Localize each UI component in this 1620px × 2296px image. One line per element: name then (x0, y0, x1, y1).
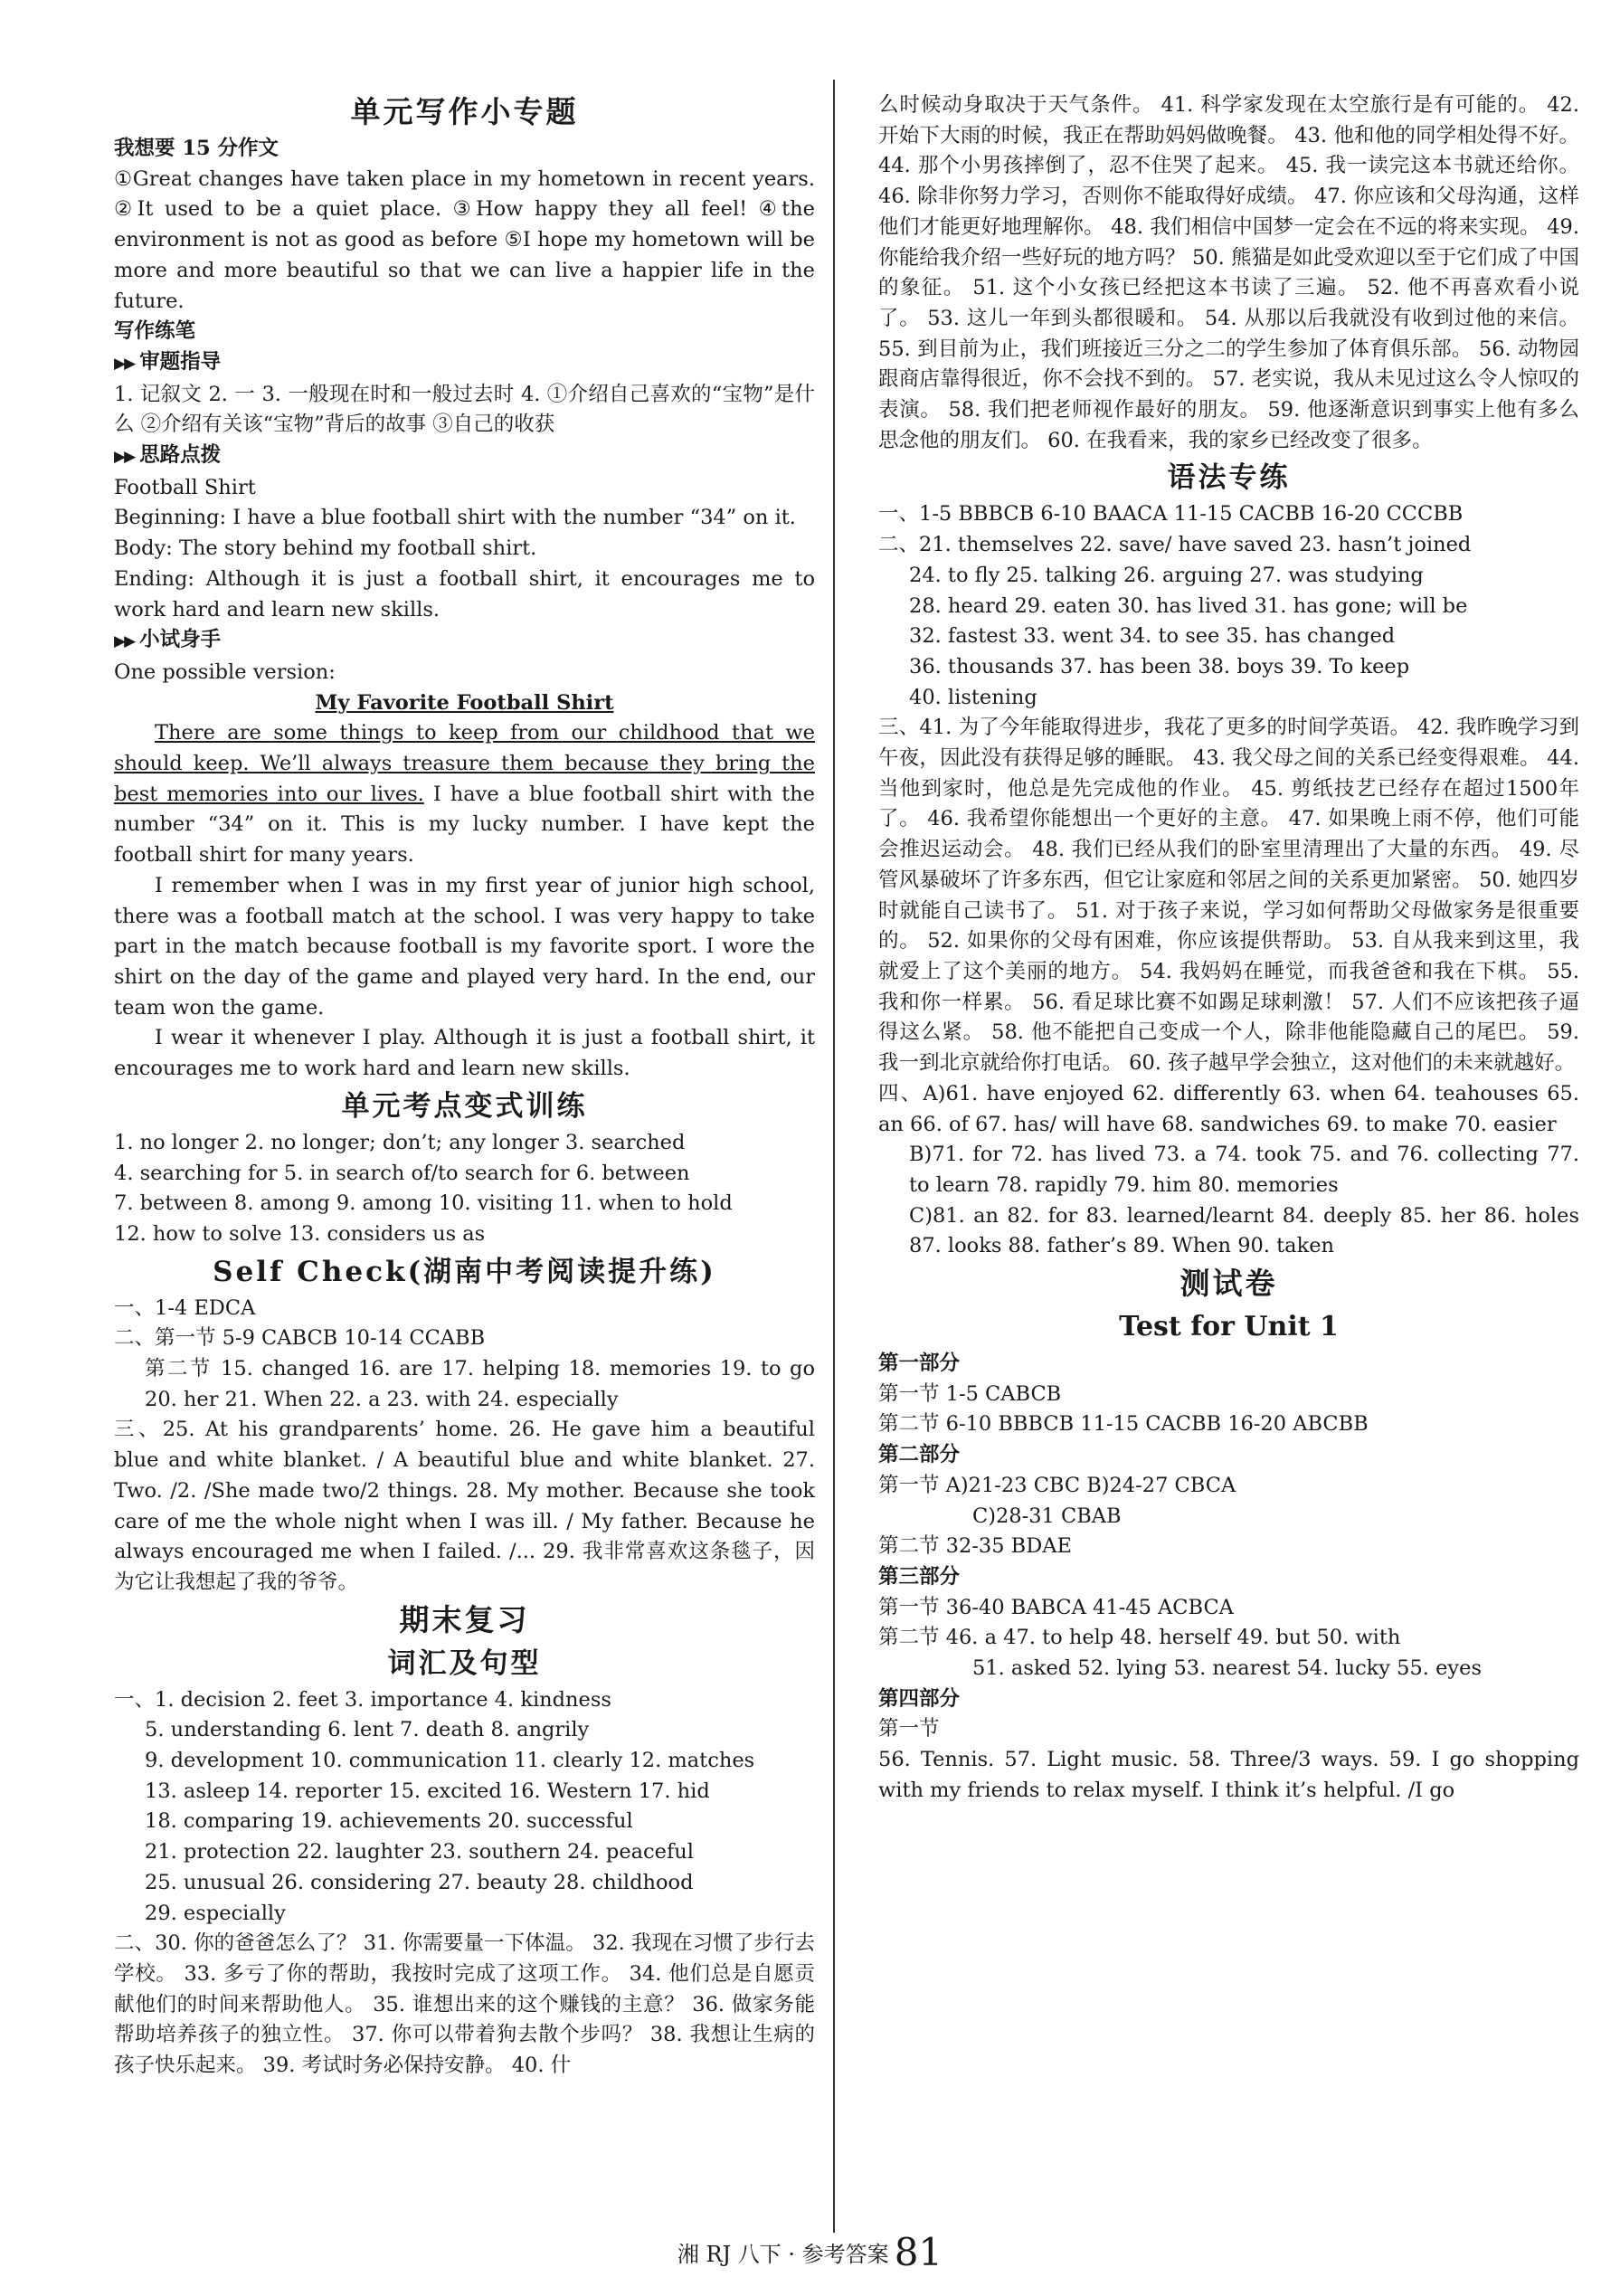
vocab-line: 一、1. decision 2. feet 3. importance 4. kindness (114, 1687, 611, 1712)
essay-paragraph-3: I wear it whenever I play. Although it is just a football shirt, it encourages me to work hard and learn new skills. (114, 1026, 815, 1081)
section-title-vocab: 词汇及句型 (387, 1646, 542, 1680)
essay-paragraph-1: There are some things to keep from our childhood that we should keep. We’ll always treasure them because they bring the best memories into our lives. I have a blue football shirt with the number “34” on it. This is my lucky number. I have kept the football shirt for many years. (114, 721, 815, 868)
essay-paragraph-2: I remember when I was in my first year of junior high school, there was a football match at the school. I was very happy to take part in the match because football is my favorite sport. I wore the shirt on the day of the game and played very hard. In the end, our team won the game. (114, 873, 815, 1020)
idea-line: Football Shirt (114, 475, 256, 499)
grammar-part3: 三、41. 为了今年能取得进步，我花了更多的时间学英语。 42. 我昨晚学习到午夜，因此没有获得足够的睡眠。 43. 我父母之间的关系已经变得艰难。 44. 当他到家时，他总是先完成他的作业。 45. 剪纸技艺已经存在超过1500年了。 46. 我希望你能想出一个更好的主意。 47. 如果晚上雨不停，他们可能会推迟运动会。 48. 我们已经从我们的卧室里清理出了大量的东西。 49. 尽管风暴破坏了许多东西，但它让家庭和邻居之间的关系更加紧密。 50. 她四岁时就能自己读书了。 51. 对于孩子来说，学习如何帮助父母做家务是很重要的。 52. 如果你的父母有困难，你应该提供帮助。 53. 自从我来到这里，我就爱上了这个美丽的地方。 54. 我妈妈在睡觉，而我爸爸和我在下棋。 55. 我和你一样累。 56. 看足球比赛不如踢足球刺激！ 57. 人们不应该把孩子逼得这么紧。 58. 他不能把自己变成一个人，除非他能隐藏自己的尾巴。 59. 我一到北京就给你打电话。 60. 孩子越早学会独立，这对他们的未来就越好。 (878, 716, 1579, 1076)
left-column (114, 90, 815, 2189)
section-title-grammar: 语法专练 (1167, 461, 1291, 495)
grammar-line: 二、21. themselves 22. save/ have saved 23. hasn’t joined (878, 533, 1472, 557)
section-title-selfcheck: Self Check(湖南中考阅读提升练) (213, 1255, 716, 1288)
double-triangle-icon: ▶▶ (114, 632, 135, 651)
column-divider (833, 80, 835, 2233)
variant-line: 12. how to solve 13. considers us as (114, 1221, 486, 1246)
test-line: 第二部分 (878, 1443, 961, 1467)
section-title-writing: 单元写作小专题 (350, 94, 579, 129)
idea-line: Ending: Although it is just a football shirt, it encourages me to work hard and learn new skills. (114, 566, 815, 621)
test-line: 第一节 (878, 1717, 940, 1741)
double-triangle-icon: ▶▶ (114, 448, 135, 467)
section-title-final: 期末复习 (399, 1601, 530, 1637)
test-last-text: 56. Tennis. 57. Light music. 58. Three/3 ways. 59. I go shopping with my friends to relax myself. I think it’s helpful. /I go (878, 1748, 1579, 1802)
footer-label: 湘 RJ 八下 · 参考答案 (677, 2242, 889, 2267)
test-line: 第一节 A)21-23 CBC B)24-27 CBCA (878, 1473, 1236, 1497)
vocab-line: 13. asleep 14. reporter 15. excited 16. Western 17. hid (145, 1779, 710, 1803)
grammar-part4a: 四、A)61. have enjoyed 62. differently 63. when 64. teahouses 65. an 66. of 67. has/ will have 68. sandwiches 69. to make 70. easier (878, 1081, 1579, 1136)
test-line: 第四部分 (878, 1686, 961, 1711)
right-column (878, 90, 1579, 2262)
test-line: C)28-31 CBAB (972, 1504, 1122, 1528)
grammar-part4b: B)71. for 72. has lived 73. a 74. took 75. and 76. collecting 77. to learn 78. rapidly 79. him 80. memories (909, 1143, 1579, 1197)
variant-line: 1. no longer 2. no longer; don’t; any longer 3. searched (114, 1130, 686, 1154)
guide-text: 1. 记叙文 2. 一 3. 一般现在时和一般过去时 4. ①介绍自己喜欢的“宝物”是什么 ②介绍有关该“宝物”背后的故事 ③自己的收获 (114, 382, 815, 437)
idea-line: Beginning: I have a blue football shirt with the number “34” on it. (114, 506, 796, 530)
grammar-line: 36. thousands 37. has been 38. boys 39. To keep (909, 654, 1410, 678)
vocab-line: 9. development 10. communication 11. clearly 12. matches (145, 1749, 755, 1773)
grammar-line: 24. to fly 25. talking 26. arguing 27. was studying (909, 563, 1424, 587)
idea-heading: ▶▶ 思路点拨 (114, 443, 222, 468)
section-title-variant: 单元考点变式训练 (341, 1089, 588, 1123)
test-line: 第一部分 (878, 1352, 961, 1376)
selfcheck-part3: 三、25. At his grandparents’ home. 26. He gave him a beautiful blue and white blanket. / A beautiful blue and white blanket. 27. Two. /2. /She made two/2 things. 28. My mother. Because she took care of me the whole night when I was ill. / My father. Because he always encouraged me when I failed. /... 29. 我非常喜欢这条毯子，因为它让我想起了我的爷爷。 (114, 1418, 815, 1594)
test-unit-title: Test for Unit 1 (1119, 1311, 1339, 1343)
selfcheck-line: 二、第一节 5-9 CABCB 10-14 CCABB (114, 1326, 486, 1351)
vocab-line: 5. understanding 6. lent 7. death 8. angrily (145, 1718, 590, 1742)
test-line: 第三部分 (878, 1564, 961, 1589)
page-footer (0, 2230, 1620, 2274)
want15-text: ①Great changes have taken place in my hometown in recent years. ②It used to be a quiet place. ③How happy they all feel! ④the environment is not as good as before ⑤I hope my hometown will be more and more beautiful so that we can live a happier life in the future. (114, 166, 815, 313)
test-line: 第一节 36-40 BABCA 41-45 ACBCA (878, 1595, 1234, 1619)
vocab-part2-continued: 么时候动身取决于天气条件。 41. 科学家发现在太空旅行是有可能的。 42. 开始下大雨的时候，我正在帮助妈妈做晚餐。 43. 他和他的同学相处得不好。 44. 那个小男孩摔倒了，忍不住哭了起来。 45. 我一读完这本书就还给你。 46. 除非你努力学习，否则你不能取得好成绩。 47. 你应该和父母沟通，这样他们才能更好地理解你。 48. 我们相信中国梦一定会在不远的将来实现。 49. 你能给我介绍一些好玩的地方吗？ 50. 熊猫是如此受欢迎以至于它们成了中国的象征。 51. 这个小女孩已经把这本书读了三遍。 52. 他不再喜欢看小说了。 53. 这儿一年到头都很暖和。 54. 从那以后我就没有收到过他的来信。 55. 到目前为止，我们班接近三分之二的学生参加了体育俱乐部。 56. 动物园跟商店靠得很近，你不会找不到的。 57. 老实说，我从未见过这么令人惊叹的表演。 58. 我们把老师视作最好的朋友。 59. 他逐渐意识到事实上他有多么思念他的朋友们。 60. 在我看来，我的家乡已经改变了很多。 (878, 93, 1579, 452)
test-line: 第二节 46. a 47. to help 48. herself 49. but 50. with (878, 1626, 1401, 1650)
selfcheck-line: 一、1-4 EDCA (114, 1295, 256, 1320)
guide-heading: ▶▶ 审题指导 (114, 349, 222, 374)
vocab-line: 18. comparing 19. achievements 20. successful (145, 1809, 633, 1834)
selfcheck-section2: 第二节 15. changed 16. are 17. helping 18. memories 19. to go 20. her 21. When 22. a 23. with 24. especially (145, 1357, 815, 1411)
vocab-part2: 二、30. 你的爸爸怎么了？ 31. 你需要量一下体温。 32. 我现在习惯了步行去学校。 33. 多亏了你的帮助，我按时完成了这项工作。 34. 他们总是自愿贡献他们的时间来帮助他人。 35. 谁想出来的这个赚钱的主意？ 36. 做家务能帮助培养孩子的独立性。 37. 你可以带着狗去散个步吗？ 38. 我想让生病的孩子快乐起来。 39. 考试时务必保持安静。 40. 什 (114, 1931, 815, 2078)
practice-heading: 写作练笔 (114, 319, 196, 344)
vocab-line: 21. protection 22. laughter 23. southern 24. peaceful (145, 1840, 694, 1864)
section-title-test: 测试卷 (1179, 1266, 1278, 1302)
grammar-part1: 一、1-5 BBBCB 6-10 BAACA 11-15 CACBB 16-20 CCCBB (878, 502, 1464, 527)
grammar-part4c: C)81. an 82. for 83. learned/learnt 84. deeply 85. her 86. holes 87. looks 88. father’s 89. When 90. taken (909, 1203, 1579, 1258)
test-line: 第二节 32-35 BDAE (878, 1534, 1072, 1559)
vocab-line: 29. especially (145, 1901, 286, 1925)
want15-heading: 我想要 15 分作文 (114, 137, 279, 160)
page-number: 81 (894, 2230, 943, 2274)
test-line: 51. asked 52. lying 53. nearest 54. lucky 55. eyes (972, 1656, 1482, 1681)
test-line: 第一节 1-5 CABCB (878, 1381, 1062, 1406)
grammar-line: 32. fastest 33. went 34. to see 35. has changed (909, 624, 1396, 649)
grammar-line: 40. listening (909, 685, 1037, 709)
one-possible-version: One possible version: (114, 659, 336, 684)
vocab-line: 25. unusual 26. considering 27. beauty 28. childhood (145, 1870, 694, 1894)
idea-line: Body: The story behind my football shirt. (114, 536, 537, 561)
test-line: 第二节 6-10 BBBCB 11-15 CACBB 16-20 ABCBB (878, 1412, 1369, 1437)
variant-line: 7. between 8. among 9. among 10. visiting 11. when to hold (114, 1191, 733, 1216)
essay-underlined-sentence: There are some things to keep from our childhood that we should keep. We’ll always treasure them because they bring the best memories into our lives. (114, 721, 815, 806)
variant-line: 4. searching for 5. in search of/to search for 6. between (114, 1161, 690, 1185)
try-heading: ▶▶ 小试身手 (114, 628, 222, 652)
essay-title: My Favorite Football Shirt (315, 690, 614, 715)
grammar-line: 28. heard 29. eaten 30. has lived 31. has gone; will be (909, 593, 1468, 618)
double-triangle-icon: ▶▶ (114, 354, 135, 373)
